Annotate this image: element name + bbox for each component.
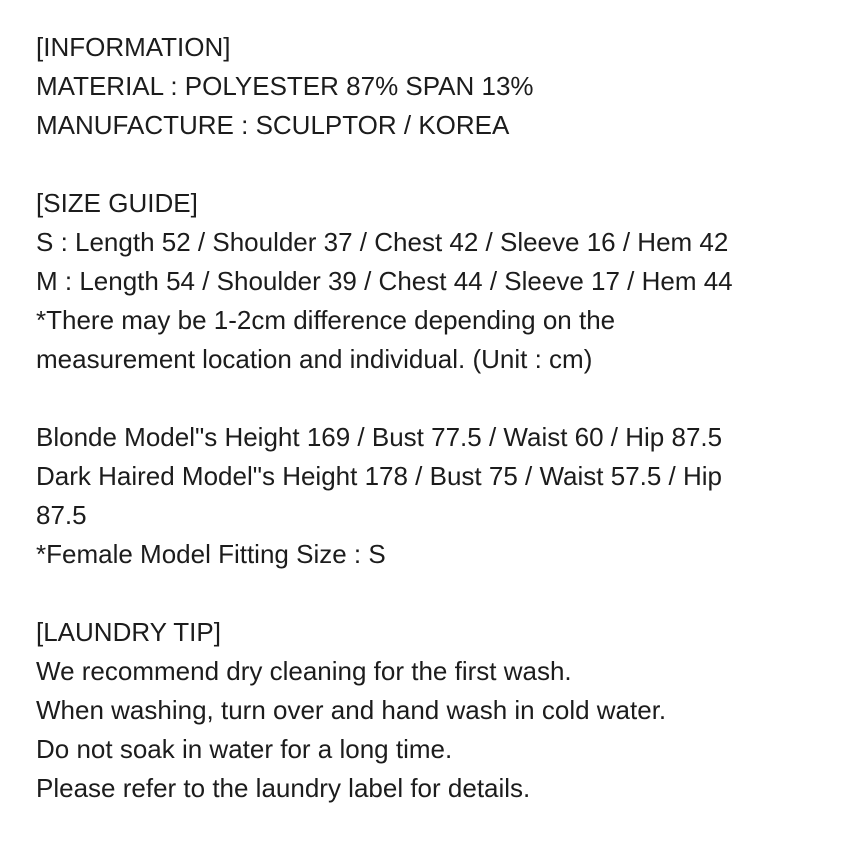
laundry-section bbox=[36, 613, 836, 808]
information-heading: [INFORMATION] bbox=[36, 32, 231, 62]
laundry-tip-3: Do not soak in water for a long time. bbox=[36, 734, 453, 764]
dark-haired-model-line-2: 87.5 bbox=[36, 500, 87, 530]
size-guide-section bbox=[36, 184, 836, 379]
information-section bbox=[36, 28, 836, 145]
fitting-size-line: *Female Model Fitting Size : S bbox=[36, 539, 386, 569]
laundry-heading: [LAUNDRY TIP] bbox=[36, 617, 221, 647]
size-note-line-1: *There may be 1-2cm difference depending on the bbox=[36, 305, 616, 335]
laundry-tip-2: When washing, turn over and hand wash in cold water. bbox=[36, 695, 667, 725]
material-line: MATERIAL : POLYESTER 87% SPAN 13% bbox=[36, 71, 534, 101]
blonde-model-line: Blonde Model"s Height 169 / Bust 77.5 / Waist 60 / Hip 87.5 bbox=[36, 422, 723, 452]
laundry-tip-4: Please refer to the laundry label for details. bbox=[36, 773, 531, 803]
dark-haired-model-line-1: Dark Haired Model"s Height 178 / Bust 75 / Waist 57.5 / Hip bbox=[36, 461, 723, 491]
laundry-tip-1: We recommend dry cleaning for the first wash. bbox=[36, 656, 572, 686]
size-guide-heading: [SIZE GUIDE] bbox=[36, 188, 198, 218]
models-section bbox=[36, 418, 836, 574]
product-info-document bbox=[36, 28, 836, 808]
manufacture-line: MANUFACTURE : SCULPTOR / KOREA bbox=[36, 110, 510, 140]
size-row-s: S : Length 52 / Shoulder 37 / Chest 42 / Sleeve 16 / Hem 42 bbox=[36, 227, 729, 257]
size-row-m: M : Length 54 / Shoulder 39 / Chest 44 / Sleeve 17 / Hem 44 bbox=[36, 266, 733, 296]
size-note-line-2: measurement location and individual. (Unit : cm) bbox=[36, 344, 593, 374]
